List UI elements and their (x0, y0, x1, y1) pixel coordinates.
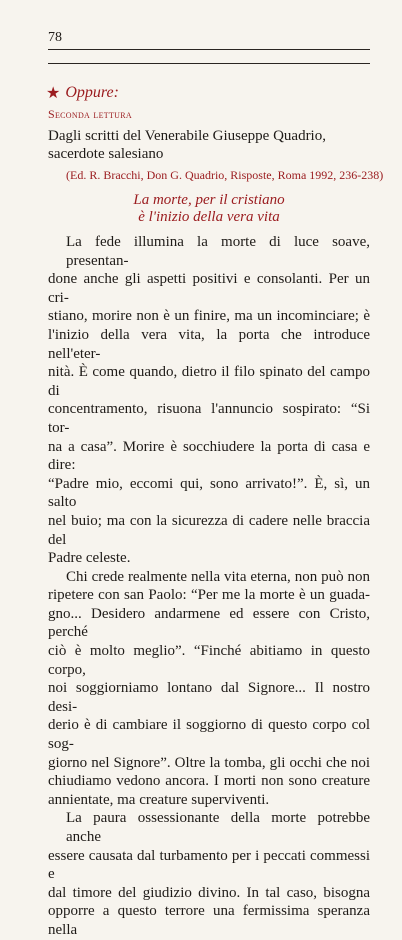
body-line: “Padre mio, eccomi qui, sono arrivato!”. È, sì, un salto (48, 475, 370, 511)
body-line: nità. È come quando, dietro il filo spinato del campo di (48, 364, 370, 399)
oppure-heading (46, 83, 119, 103)
paragraph-3 (48, 809, 370, 939)
body-line: done anche gli aspetti positivi e consolanti. Per un cri- (48, 271, 370, 306)
section-divider (48, 63, 370, 64)
body-line: ripetere con san Paolo: “Per me la morte è un guada- (48, 587, 370, 604)
body-line: na a casa”. Morire è socchiudere la porta di casa e dire: (48, 438, 370, 474)
oppure-label: Oppure: (65, 84, 119, 101)
body-line: dal timore del giudizio divino. In tal caso, bisogna (48, 884, 370, 901)
body-line: concentramento, risuona l'annuncio sospirato: “Si tor- (48, 401, 370, 436)
reading-source: Dagli scritti del Venerabile Giuseppe Quadrio, sacerdote salesiano (48, 128, 326, 162)
citation: (Ed. R. Bracchi, Don G. Quadrio, Risposte, Roma 1992, 236-238) (66, 168, 384, 182)
body-line: La paura ossessionante della morte potrebbe anche (66, 810, 370, 845)
body-line: opporre a questo terrore una fermissima speranza nella (48, 903, 370, 938)
paragraph-2 (48, 568, 370, 810)
paragraph-1 (48, 233, 370, 568)
section-label: Seconda lettura (48, 107, 132, 121)
body-line: Padre celeste. (48, 550, 131, 567)
body-line: derio è di cambiare il soggiorno di questo corpo col sog- (48, 717, 370, 753)
body-line: essere causata dal turbamento per i peccati commessi e (48, 847, 370, 883)
page-number: 78 (48, 30, 62, 45)
body-line: giorno nel Signore”. Oltre la tomba, gli occhi che noi (48, 754, 370, 771)
body-line: l'inizio della vera vita, la porta che introduce nell'eter- (48, 326, 370, 362)
body-line: gno... Desidero andarmene ed essere con Cristo, perché (48, 605, 370, 641)
body-line: chiudiamo vedono ancora. I morti non sono creature (48, 773, 370, 790)
body-line: annientate, ma creature superviventi. (48, 791, 270, 808)
body-line: nel buio; ma con la sicurezza di cadere nelle braccia del (48, 512, 370, 548)
body-line: stiano, morire non è un finire, ma un incominciare; è (48, 308, 370, 325)
title-line-2: è l'inizio della vera vita (138, 209, 280, 225)
reading-body (48, 233, 370, 940)
body-line: Chi crede realmente nella vita eterna, non può non (66, 568, 370, 585)
star-icon: ★ (46, 85, 61, 102)
title-line-1: La morte, per il cristiano (133, 192, 285, 208)
header-rule (48, 49, 370, 50)
body-line: noi soggiorniamo lontano dal Signore... Il nostro desi- (48, 680, 370, 715)
reading-title (48, 192, 370, 226)
body-line: La fede illumina la morte di luce soave, presentan- (66, 234, 370, 269)
body-line: ciò è molto meglio”. “Finché abitiamo in questo corpo, (48, 643, 370, 678)
